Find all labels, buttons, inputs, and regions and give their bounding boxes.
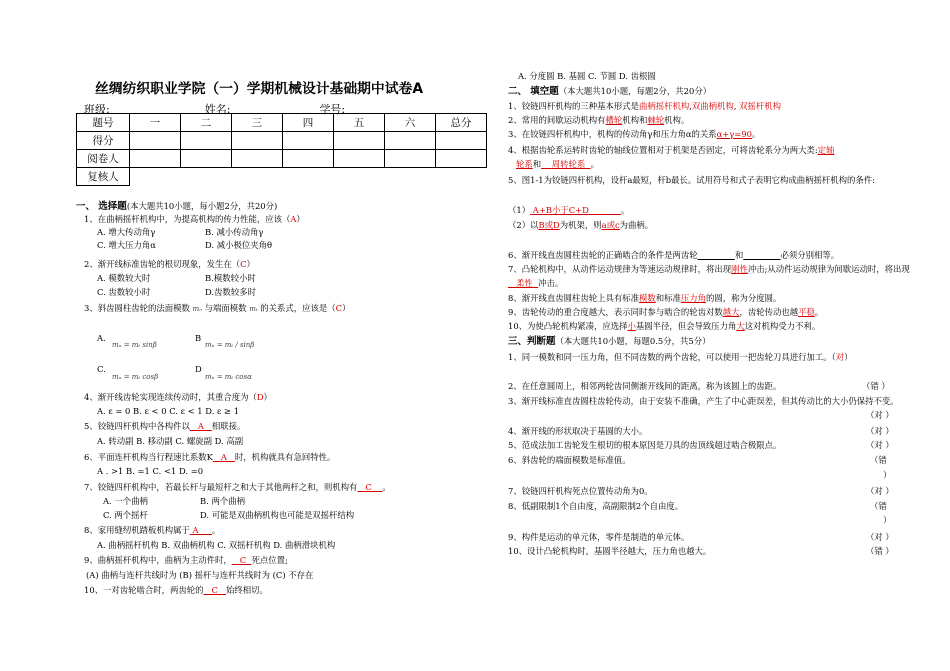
fill-3 [508,129,760,140]
score-cell [385,132,436,150]
question-text: （2）以 [508,220,539,230]
score-col-header: 五 [334,114,385,132]
judge-3-answer: （对 ） [866,410,894,420]
judge-2: 2、在任意圆周上，相邻两轮齿同侧渐开线间的距离，称为该圆上的齿距。 [508,381,782,391]
score-row-label: 得分 [77,132,130,150]
question-text: 和 [532,159,542,169]
question-text: ） [844,352,853,362]
answer: A [290,214,297,224]
answer-text: C [239,555,247,565]
q2-option-c: C. 齿数较小时 [97,287,151,297]
judge-4-answer: （对 ） [866,426,894,436]
judge-9: 9、构件是运动的单元体，零件是制造的单元体。 [508,532,690,542]
question-10 [84,585,268,596]
judge-6-answer: （错 [870,455,887,465]
fill-4 [508,145,834,156]
score-cell [334,132,385,150]
answer: C [240,259,247,269]
answer-text: A [220,452,227,462]
answer-text: 柔性 [516,278,533,288]
fill-5-2 [508,220,653,231]
fill-10 [508,321,820,332]
answer: 棘轮 [647,115,665,125]
question-text: 7、铰链四杆机构中，若最长杆与最短杆之和大于其他两杆之和，则机构有 [84,482,358,492]
answer: α+γ=90 [716,129,752,139]
name-label: 姓名: [204,103,231,116]
question-text: 4、渐开线齿轮实现连续传动时，其重合度为（ [84,392,257,402]
student-id-label: 学号: [319,103,346,116]
question-text: 必须分别相等。 [780,250,840,260]
q1-option-c: C. 增大压力角α [97,240,156,250]
score-cell [232,168,283,186]
question-text: ） [246,259,255,269]
score-cell [385,168,436,186]
answer-text: C [211,585,218,595]
score-table-header-row [77,114,487,132]
answer [541,159,590,169]
question-6 [84,452,335,463]
answer: 模数 [638,293,656,303]
reviewer-row [77,168,487,186]
question-text: 始终相切。 [225,585,268,595]
answer: 压力角 [680,293,706,303]
question-2 [84,259,255,270]
question-text: 1、在曲柄摇杆机构中，为提高机构的传力性能，应该（ [84,214,291,224]
judge-6-close: ） [883,470,892,480]
q3-option-a-label: A. [97,333,106,343]
question-text: 1、铰链四杆机构的三种基本形式是 [508,101,639,111]
q7-option-d: D. 可能是双曲柄机构也可能是双摇杆结构 [200,510,355,520]
score-col-header: 六 [385,114,436,132]
question-text: 为机架，则 [559,220,602,230]
answer: 定轴 [817,145,835,155]
section-1-heading [76,201,277,212]
answer [357,482,382,492]
fill-8 [508,293,781,304]
judge-2-answer: （错 ） [862,381,890,391]
answer: 大 [736,321,745,331]
question-text: 2、渐开线标准齿轮的根切现象，发生在（ [84,259,241,269]
score-cell [130,132,181,150]
question-text: 。 [751,129,761,139]
q7-option-c: C. 两个摇杆 [103,510,148,520]
score-cell [232,150,283,168]
score-cell [334,168,385,186]
judge-4: 4、渐开线的形状取决于基圆的大小。 [508,426,648,436]
question-text: 10、一对齿轮啮合时，两齿轮的 [84,585,204,595]
q1-option-a: A. 增大传动角γ [97,227,156,237]
section-3-heading [508,336,710,347]
score-col-header: 题号 [77,114,130,132]
judge-9-answer: （对 ） [866,532,894,542]
q3-option-a-formula: mₙ = mₜ sinβ [112,341,157,349]
score-cell [385,150,436,168]
score-cell [283,132,334,150]
answer: C [335,303,343,313]
question-text: 9、齿轮传动的重合度越大，表示同时参与啮合的轮齿对数 [508,307,723,317]
formula-mt: mₜ [249,305,258,313]
q1-option-d: D. 减小极位夹角θ [205,240,273,250]
score-col-header: 一 [130,114,181,132]
question-1 [84,214,305,225]
fill-1: 1、铰链四杆机构的三种基本形式是曲柄摇杆机构,双曲柄机构, 双摇杆机构 [508,101,781,111]
q7-option-a: A. 一个曲柄 [103,496,148,506]
answer [530,205,621,215]
grader-row [77,150,487,168]
judge-5-answer: （对 ） [866,440,894,450]
score-row-label: 复核人 [77,168,130,186]
question-text: ） [263,392,272,402]
answer: 双曲柄机构 [691,101,734,111]
fill-2 [508,115,689,126]
judge-7: 7、铰链四杆机构死点位置传动角为0。 [508,486,653,496]
question-text: 3、渐开线标准直齿圆柱齿轮传动，由于安装不准确，产生了中心距误差，但其传动比的大小仍保持不变。 [508,396,899,406]
score-row [77,132,487,150]
score-row-label: 阅卷人 [77,150,130,168]
q1-option-b: B. 减小传动角γ [205,227,264,237]
q2-option-a: A. 模数较大时 [97,273,151,283]
answer [232,555,252,565]
question-4 [84,392,272,403]
question-text: 和标准 [655,293,681,303]
section-title: 三、判断题 [508,336,556,347]
fill-9 [508,307,823,318]
question-text: 8、渐开线直齿圆柱齿轮上具有标准 [508,293,639,303]
answer [204,585,226,595]
score-table [76,113,487,186]
answer: 平稳 [798,307,815,317]
judge-1 [508,352,853,363]
q10-options: A. 分度圆 B. 基圆 C. 节圆 D. 齿根圆 [518,71,656,81]
question-text: 4、根据齿轮系运转时齿轮的轴线位置相对于机架是否固定，可将齿轮系分为两大类: [508,145,818,155]
question-text: ） [342,303,351,313]
section-note: （本大题共10小题，每题0.5分，共5分） [555,336,711,346]
score-cell [436,168,487,186]
question-text: 。 [814,307,824,317]
question-text: 10、为使凸轮机构紧凑，应选择 [508,321,628,331]
section-title: 一、 选择题 [76,201,127,212]
answer: 曲柄摇杆机构 [638,101,690,111]
fill-5: 5、图1-1为铰链四杆机构，设杆a最短，杆b最长。试用符号和式子表明它构成曲柄摇杆机构的条件: [508,175,875,185]
formula-mn: mₙ [192,305,202,313]
score-cell [436,132,487,150]
score-col-header: 三 [232,114,283,132]
judge-3 [508,396,923,407]
answer-text: A [192,525,199,535]
question-text: 8、家用缝纫机踏板机构属于 [84,525,190,535]
answer: B或D [538,220,560,230]
question-text: 5、铰链四杆机构中各构件以 [84,421,190,431]
question-text: 。 [211,525,221,535]
section-note: （本大题共10小题，每题2分，共20分） [558,86,712,96]
q9-options: (A) 曲柄与连杆共线时为 (B) 摇杆与连杆共线时为 (C) 不存在 [86,570,314,580]
answer: 槽轮 [605,115,623,125]
question-text: 为曲柄。 [619,220,654,230]
answer: 轮系 [516,159,533,169]
answer [190,421,212,431]
judge-7-answer: （对 ） [866,486,894,496]
question-text: 和 [734,250,744,260]
fill-6 [508,250,839,261]
answer: 小 [627,321,636,331]
question-text: 。 [620,205,630,215]
question-text: 冲击;从动件运动规律为间歇运动时，将出现 [747,264,910,274]
q8-options: A. 曲柄摇杆机构 B. 双曲柄机构 C. 双摇杆机构 D. 曲柄滑块机构 [97,540,336,550]
q2-option-b: B.模数较小时 [205,273,256,283]
score-cell [232,132,283,150]
q5-options: A. 转动副 B. 移动副 C. 螺旋副 D. 高副 [97,436,244,446]
section-2-heading [508,86,711,97]
answer [508,278,538,288]
answer: 刚性 [731,264,748,274]
question-text: 与端面模数 [204,303,247,313]
question-text: 2、常用的间歇运动机构有 [508,115,606,125]
q3-option-c-label: C. [97,364,106,374]
section-title: 二、 填空题 [508,86,559,97]
question-text: 死点位置; [251,555,288,565]
answer: 对 [835,352,845,362]
score-col-header: 四 [283,114,334,132]
question-text: 的关系式，应该是（ [260,303,336,313]
question-text: 3、斜齿圆柱齿轮的法面模数 [84,303,190,313]
answer-text: C [365,482,372,492]
question-text: 3、在铰链四杆机构中，机构的传动角γ和压力角α的关系 [508,129,717,139]
question-text: 1、同一模数和同一压力角，但不同齿数的两个齿轮，可以使用一把齿轮刀具进行加工。（ [508,352,836,362]
question-5 [84,421,245,432]
question-text: 相联接。 [211,421,246,431]
fill-7 [508,264,910,275]
score-col-header: 总分 [436,114,487,132]
question-8 [84,525,220,536]
answer: 越大 [722,307,740,317]
judge-6: 6、斜齿轮的端面模数是标准值。 [508,455,631,465]
question-text: 。 [382,482,391,492]
judge-10: 10、设计凸轮机构时，基圆半径越大，压力角也越大。 [508,546,712,556]
answer [190,525,212,535]
q3-option-d-label: D [195,364,202,374]
judge-8: 8、低副限制1个自由度，高副限制2个自由度。 [508,501,684,511]
score-cell [334,150,385,168]
q4-options: A. ε = 0 B. ε < 0 C. ε < 1 D. ε ≥ 1 [97,406,240,416]
exam-title: 丝绸纺织职业学院（一）学期机械设计基础期中试卷A [95,81,424,97]
question-text: 6、平面连杆机构当行程速比系数K [84,452,213,462]
score-cell [130,150,181,168]
fill-4-cont [516,159,599,170]
q6-options: A . >1 B. =1 C. <1 D. =0 [97,466,204,476]
class-label: 班级: [84,103,110,116]
question-text: ，齿轮传动也越 [739,307,799,317]
question-text: 机构。 [664,115,690,125]
question-7 [84,482,391,493]
q7-option-b: B. 两个曲柄 [200,496,245,506]
score-cell [130,168,181,186]
score-cell [283,168,334,186]
answer-text: 周转轮系 [551,159,586,169]
answer: a或c [601,220,620,230]
question-text: 9、曲柄摇杆机构中，曲柄为主动件时， [84,555,232,565]
q3-option-d-formula: mₙ = mₜ cosα [205,373,252,381]
q3-option-b-formula: mₙ = mₜ / sinβ [205,341,255,349]
answer: 双摇杆机构 [739,101,781,111]
judge-8-close: ） [883,515,892,525]
question-text: 这对机构受力不利。 [744,321,821,331]
question-text: 7、凸轮机构中，从动件运动规律为等速运动规律时，将出现 [508,264,732,274]
score-cell [181,168,232,186]
question-3 [84,303,350,315]
answer: D [256,392,264,402]
score-cell [436,150,487,168]
question-9 [84,555,288,566]
score-cell [181,132,232,150]
score-col-header: 二 [181,114,232,132]
question-text: 基圆半径，但会导致压力角 [635,321,737,331]
score-cell [181,150,232,168]
answer-text: A+B小于C+D [532,205,589,215]
question-text: 6、渐开线直齿圆柱齿轮的正确啮合的条件是两齿轮 [508,250,698,260]
score-cell [283,150,334,168]
question-text: 的圆，称为分度圆。 [705,293,782,303]
answer [213,452,235,462]
question-text: 时，机构就具有急回特性。 [234,452,336,462]
fill-5-1 [508,205,629,216]
judge-5: 5、范成法加工齿轮发生根切的根本原因是刀具的齿顶线超过啮合极限点。 [508,440,782,450]
section-note: (本大题共10小题，每小题2分，共20分) [126,201,278,211]
q3-option-b-label: B [195,333,202,343]
question-text: 。 [590,159,599,169]
judge-10-answer: （错 ） [866,546,894,556]
judge-8-answer: （错 [870,501,887,511]
q2-option-d: D.齿数较多时 [205,287,256,297]
fill-7-cont [508,278,563,289]
question-text: 机构和 [622,115,648,125]
question-text: （1） [508,205,531,215]
answer-text: A [197,421,204,431]
question-text: ） [296,214,305,224]
question-text: 冲击。 [538,278,564,288]
q3-option-c-formula: mₙ = mₜ cosβ [112,373,159,381]
